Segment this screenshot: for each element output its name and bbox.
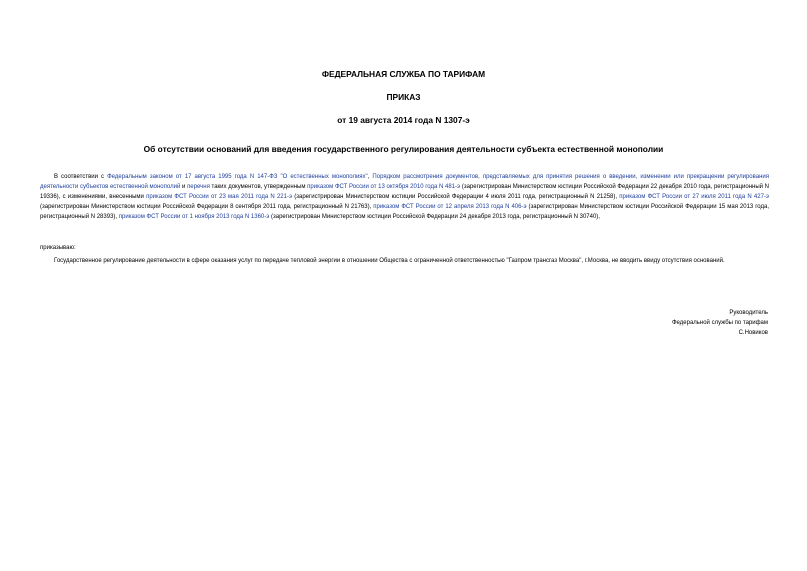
intro-text: и xyxy=(180,184,188,190)
document-subject: Об отсутствии оснований для введения государственного регулирования деятельности субъекта естественной монополии xyxy=(143,144,664,154)
link-order-481[interactable]: приказом ФСТ России от 13 октября 2010 года N 481-э xyxy=(307,184,461,190)
intro-paragraph xyxy=(40,172,769,222)
signature-position: Руководитель xyxy=(729,310,768,316)
link-order-406[interactable]: приказом ФСТ России от 12 апреля 2013 года N 406-э xyxy=(373,204,527,210)
intro-text: В соответствии с xyxy=(54,174,108,180)
intro-text: (зарегистрирован Министерством юстиции Российской Федерации 8 сентября 2011 года, регистрационный N 21763), xyxy=(40,204,374,210)
intro-text: (зарегистрирован Министерством юстиции Российской Федерации 15 мая 2013 года, регистрационный N 28393), xyxy=(40,204,770,220)
signature-organization: Федеральной службы по тарифам xyxy=(672,320,768,326)
link-list[interactable]: перечня xyxy=(187,184,210,190)
orders-word: приказываю: xyxy=(40,245,76,251)
link-order-1360[interactable]: приказом ФСТ России от 1 ноября 2013 года N 1360-э xyxy=(118,214,270,220)
signature-name: С.Новиков xyxy=(738,330,768,336)
agency-title: ФЕДЕРАЛЬНАЯ СЛУЖБА ПО ТАРИФАМ xyxy=(321,69,486,79)
link-federal-law[interactable]: Федеральным законом от 17 августа 1995 года N 147-ФЗ "О естественных монополиях" xyxy=(107,174,368,180)
document-type: ПРИКАЗ xyxy=(386,92,421,102)
intro-text: таких документов, утвержденным xyxy=(209,184,308,190)
link-order-427[interactable]: приказом ФСТ России от 27 июля 2011 года N 427-э xyxy=(619,194,769,200)
link-procedure[interactable]: Порядком рассмотрения документов, представляемых для принятия решения о введении, изменении или прекращении регулирования деятельности субъектов естественной монополий xyxy=(40,174,770,190)
link-order-221[interactable]: приказом ФСТ России от 23 мая 2011 года N 221-э xyxy=(146,194,293,200)
decision-paragraph: Государственное регулирование деятельности в сфере оказания услуг по передаче тепловой энергии в отношении Общества с ограниченной ответственностью "Газпром трансгаз Москва", г.Москва, не вводить ввиду отсутствия оснований. xyxy=(54,258,725,264)
intro-text: (зарегистрирован Министерством юстиции Российской Федерации 22 декабря 2010 года, регистрационный N 19336), с изменениями, внесенными xyxy=(40,184,770,200)
intro-text: (зарегистрирован Министерством юстиции Российской Федерации 4 июля 2011 года, регистрационный N 21258), xyxy=(292,194,620,200)
intro-text: (зарегистрирован Министерством юстиции Российской Федерации 24 декабря 2013 года, регистрационный N 30740), xyxy=(269,214,600,220)
intro-text: , xyxy=(367,174,373,180)
document-date-number: от 19 августа 2014 года N 1307-э xyxy=(337,115,470,125)
